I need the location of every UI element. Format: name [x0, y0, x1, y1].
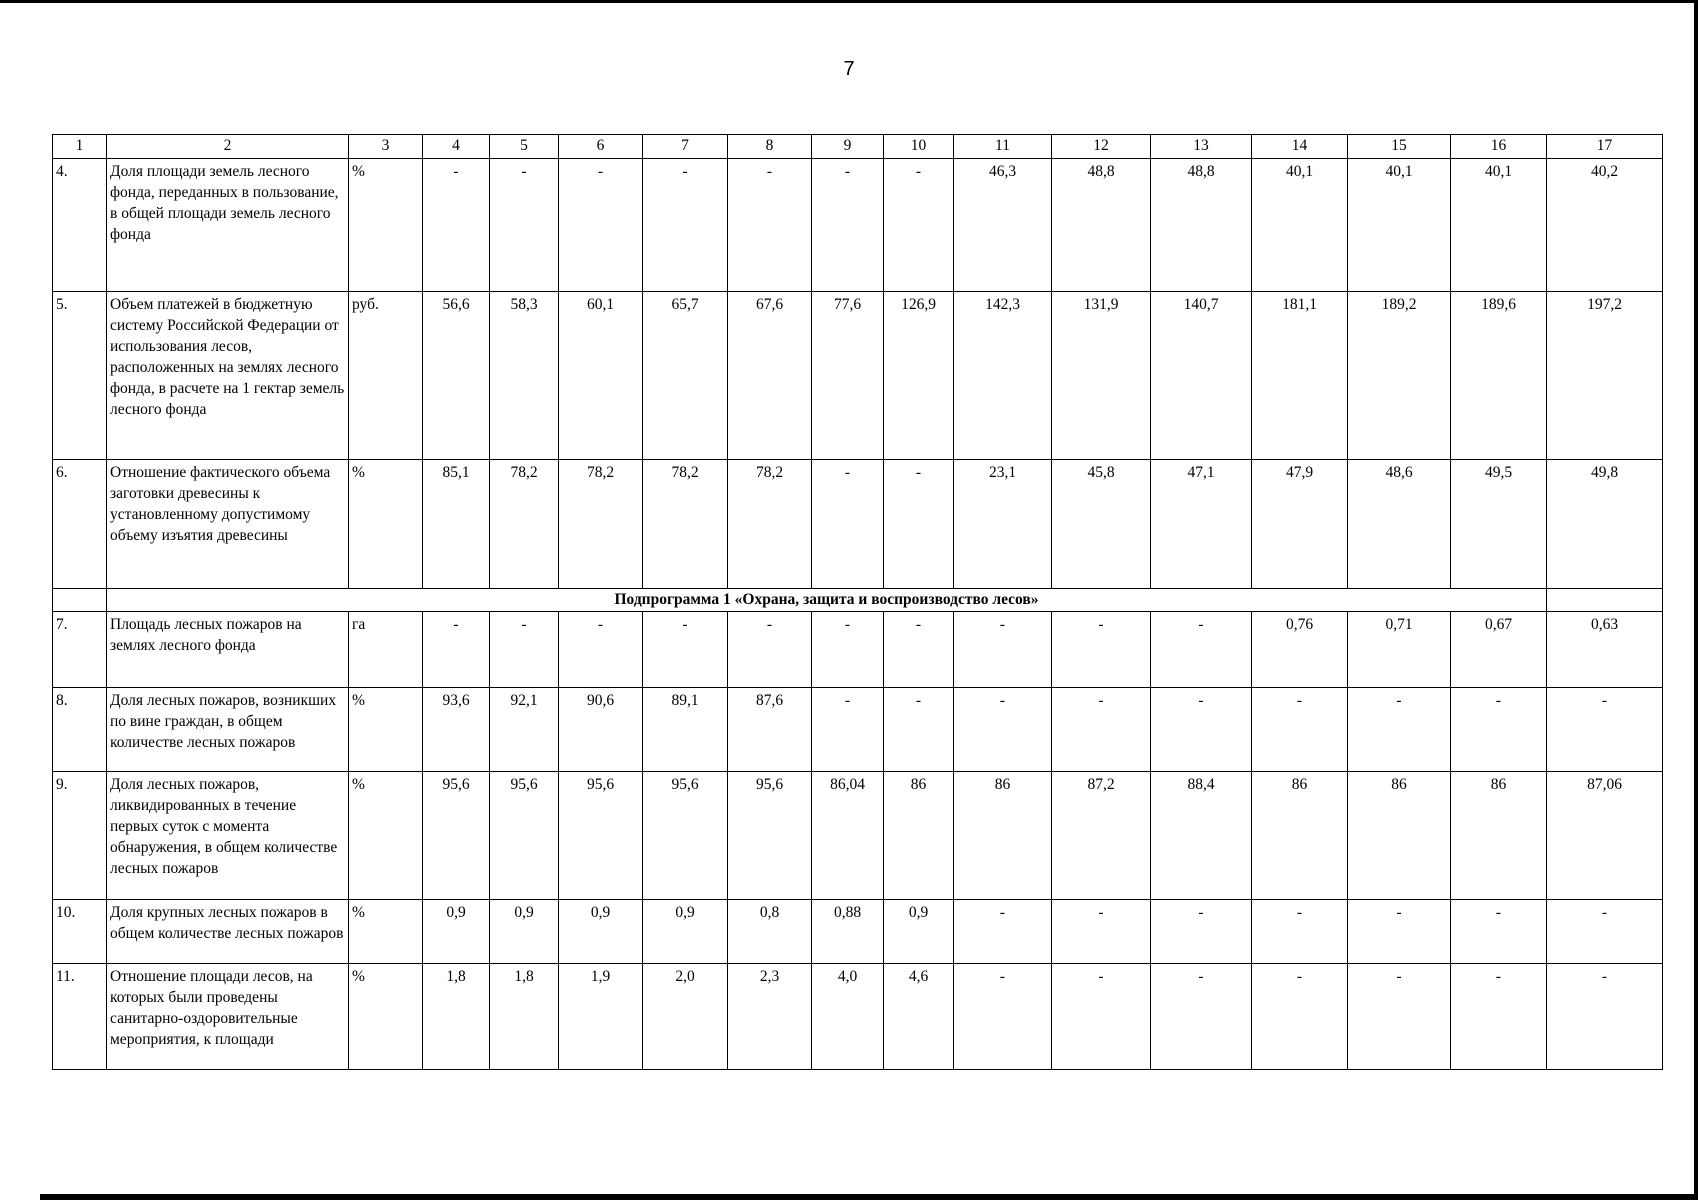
header-row [53, 135, 1663, 159]
value-cell: 86 [1451, 772, 1547, 900]
value-cell: - [954, 612, 1052, 688]
value-cell: - [1151, 688, 1252, 772]
header-cell: 4 [423, 135, 490, 159]
header-cell: 8 [728, 135, 812, 159]
value-cell: - [884, 460, 954, 589]
header-cell: 9 [812, 135, 884, 159]
value-cell: - [1547, 688, 1663, 772]
value-cell: 85,1 [423, 460, 490, 589]
value-cell: - [1151, 964, 1252, 1070]
value-cell: - [1348, 964, 1451, 1070]
value-cell: 78,2 [490, 460, 559, 589]
value-cell: - [812, 612, 884, 688]
header-cell: 10 [884, 135, 954, 159]
value-cell: 77,6 [812, 292, 884, 460]
value-cell: 40,1 [1252, 159, 1348, 292]
value-cell: 126,9 [884, 292, 954, 460]
value-cell: 40,2 [1547, 159, 1663, 292]
value-cell: 2,0 [643, 964, 728, 1070]
indicator-name: Площадь лесных пожаров на землях лесного фонда [107, 612, 349, 688]
value-cell: 87,06 [1547, 772, 1663, 900]
value-cell: 86 [884, 772, 954, 900]
page-border-top [0, 0, 1698, 3]
row-number: 9. [53, 772, 107, 900]
value-cell: 95,6 [423, 772, 490, 900]
header-cell: 5 [490, 135, 559, 159]
header-cell: 3 [349, 135, 423, 159]
header-cell: 15 [1348, 135, 1451, 159]
value-cell: - [1052, 612, 1151, 688]
value-cell: 89,1 [643, 688, 728, 772]
row-number: 11. [53, 964, 107, 1070]
value-cell: 142,3 [954, 292, 1052, 460]
indicators-table [52, 134, 1663, 1070]
value-cell: 140,7 [1151, 292, 1252, 460]
value-cell: - [643, 612, 728, 688]
value-cell: 48,6 [1348, 460, 1451, 589]
value-cell: - [490, 159, 559, 292]
unit-cell: % [349, 900, 423, 964]
page-border-right [1694, 0, 1698, 1200]
value-cell: 4,6 [884, 964, 954, 1070]
table-row [53, 772, 1663, 900]
value-cell: 0,88 [812, 900, 884, 964]
indicator-name: Отношение площади лесов, на которых были проведены санитарно-оздоровительные мероприятия, к площади [107, 964, 349, 1070]
value-cell: - [559, 159, 643, 292]
header-cell: 17 [1547, 135, 1663, 159]
value-cell: 1,9 [559, 964, 643, 1070]
value-cell: 131,9 [1052, 292, 1151, 460]
value-cell: 88,4 [1151, 772, 1252, 900]
value-cell: 87,2 [1052, 772, 1151, 900]
value-cell: 48,8 [1052, 159, 1151, 292]
value-cell: 78,2 [643, 460, 728, 589]
value-cell: 90,6 [559, 688, 643, 772]
value-cell: 78,2 [728, 460, 812, 589]
header-cell: 14 [1252, 135, 1348, 159]
value-cell: - [1348, 900, 1451, 964]
value-cell: 189,6 [1451, 292, 1547, 460]
header-cell: 12 [1052, 135, 1151, 159]
value-cell: 95,6 [643, 772, 728, 900]
value-cell: 47,9 [1252, 460, 1348, 589]
row-number: 5. [53, 292, 107, 460]
row-number: 8. [53, 688, 107, 772]
value-cell: - [1348, 688, 1451, 772]
value-cell: - [1052, 900, 1151, 964]
value-cell: 46,3 [954, 159, 1052, 292]
unit-cell: % [349, 772, 423, 900]
value-cell: - [1547, 900, 1663, 964]
value-cell: - [884, 612, 954, 688]
value-cell: - [1451, 964, 1547, 1070]
value-cell: 86 [1348, 772, 1451, 900]
value-cell: 0,9 [884, 900, 954, 964]
value-cell: - [1252, 900, 1348, 964]
value-cell: 2,3 [728, 964, 812, 1070]
header-cell: 1 [53, 135, 107, 159]
table-row [53, 964, 1663, 1070]
value-cell: - [1252, 688, 1348, 772]
value-cell: 93,6 [423, 688, 490, 772]
row-number: 6. [53, 460, 107, 589]
value-cell: 1,8 [423, 964, 490, 1070]
value-cell: 0,67 [1451, 612, 1547, 688]
value-cell: 95,6 [559, 772, 643, 900]
value-cell: 86 [954, 772, 1052, 900]
value-cell: 49,8 [1547, 460, 1663, 589]
indicator-name: Объем платежей в бюджетную систему Российской Федерации от использования лесов, расположенных на землях лесного фонда, в расчете на 1 гектар земель лесного фонда [107, 292, 349, 460]
value-cell: - [728, 159, 812, 292]
value-cell: - [423, 159, 490, 292]
value-cell: - [1547, 964, 1663, 1070]
header-cell: 2 [107, 135, 349, 159]
value-cell: 189,2 [1348, 292, 1451, 460]
unit-cell: % [349, 460, 423, 589]
value-cell: 0,9 [559, 900, 643, 964]
value-cell: 0,9 [643, 900, 728, 964]
value-cell: 23,1 [954, 460, 1052, 589]
value-cell: - [1151, 900, 1252, 964]
value-cell: 65,7 [643, 292, 728, 460]
value-cell: 0,9 [423, 900, 490, 964]
value-cell: 0,8 [728, 900, 812, 964]
value-cell: - [954, 688, 1052, 772]
value-cell: 181,1 [1252, 292, 1348, 460]
value-cell: 49,5 [1451, 460, 1547, 589]
table-row [53, 688, 1663, 772]
header-cell: 16 [1451, 135, 1547, 159]
value-cell: - [812, 688, 884, 772]
header-cell: 7 [643, 135, 728, 159]
value-cell: - [1151, 612, 1252, 688]
value-cell: 67,6 [728, 292, 812, 460]
subprogram-title: Подпрограмма 1 «Охрана, защита и воспроизводство лесов» [107, 589, 1547, 612]
value-cell: 47,1 [1151, 460, 1252, 589]
header-cell: 6 [559, 135, 643, 159]
value-cell: - [1252, 964, 1348, 1070]
unit-cell: % [349, 688, 423, 772]
value-cell: 40,1 [1451, 159, 1547, 292]
value-cell: 95,6 [728, 772, 812, 900]
value-cell: - [1052, 688, 1151, 772]
row-number: 4. [53, 159, 107, 292]
table-row [53, 460, 1663, 589]
indicator-name: Доля крупных лесных пожаров в общем количестве лесных пожаров [107, 900, 349, 964]
row-number: 7. [53, 612, 107, 688]
indicator-name: Доля лесных пожаров, возникших по вине граждан, в общем количестве лесных пожаров [107, 688, 349, 772]
value-cell: - [884, 688, 954, 772]
subprogram-blank-cell [53, 589, 107, 612]
value-cell: 197,2 [1547, 292, 1663, 460]
value-cell: 92,1 [490, 688, 559, 772]
value-cell: 1,8 [490, 964, 559, 1070]
value-cell: 0,71 [1348, 612, 1451, 688]
value-cell: 48,8 [1151, 159, 1252, 292]
value-cell: 45,8 [1052, 460, 1151, 589]
value-cell: 86,04 [812, 772, 884, 900]
value-cell: - [559, 612, 643, 688]
value-cell: - [423, 612, 490, 688]
header-cell: 11 [954, 135, 1052, 159]
value-cell: 86 [1252, 772, 1348, 900]
value-cell: - [954, 900, 1052, 964]
value-cell: 87,6 [728, 688, 812, 772]
page-number: 7 [843, 58, 855, 80]
value-cell: - [1451, 688, 1547, 772]
value-cell: - [643, 159, 728, 292]
value-cell: 58,3 [490, 292, 559, 460]
indicator-name: Доля лесных пожаров, ликвидированных в течение первых суток с момента обнаружения, в общем количестве лесных пожаров [107, 772, 349, 900]
unit-cell: % [349, 964, 423, 1070]
subprogram-blank-cell [1547, 589, 1663, 612]
row-number: 10. [53, 900, 107, 964]
table-row [53, 159, 1663, 292]
table-row [53, 900, 1663, 964]
value-cell: - [490, 612, 559, 688]
page-border-bottom [40, 1194, 1698, 1200]
subprogram-row [53, 589, 1663, 612]
value-cell: 0,9 [490, 900, 559, 964]
value-cell: 40,1 [1348, 159, 1451, 292]
table-row [53, 612, 1663, 688]
value-cell: 78,2 [559, 460, 643, 589]
value-cell: - [812, 460, 884, 589]
value-cell: 60,1 [559, 292, 643, 460]
value-cell: - [812, 159, 884, 292]
indicator-name: Доля площади земель лесного фонда, переданных в пользование, в общей площади земель лесного фонда [107, 159, 349, 292]
value-cell: 95,6 [490, 772, 559, 900]
value-cell: 0,63 [1547, 612, 1663, 688]
header-cell: 13 [1151, 135, 1252, 159]
unit-cell: % [349, 159, 423, 292]
value-cell: 0,76 [1252, 612, 1348, 688]
unit-cell: руб. [349, 292, 423, 460]
value-cell: - [728, 612, 812, 688]
value-cell: 56,6 [423, 292, 490, 460]
value-cell: - [1052, 964, 1151, 1070]
unit-cell: га [349, 612, 423, 688]
value-cell: 4,0 [812, 964, 884, 1070]
value-cell: - [1451, 900, 1547, 964]
table-row [53, 292, 1663, 460]
value-cell: - [954, 964, 1052, 1070]
indicator-name: Отношение фактического объема заготовки древесины к установленному допустимому объему изъятия древесины [107, 460, 349, 589]
value-cell: - [884, 159, 954, 292]
